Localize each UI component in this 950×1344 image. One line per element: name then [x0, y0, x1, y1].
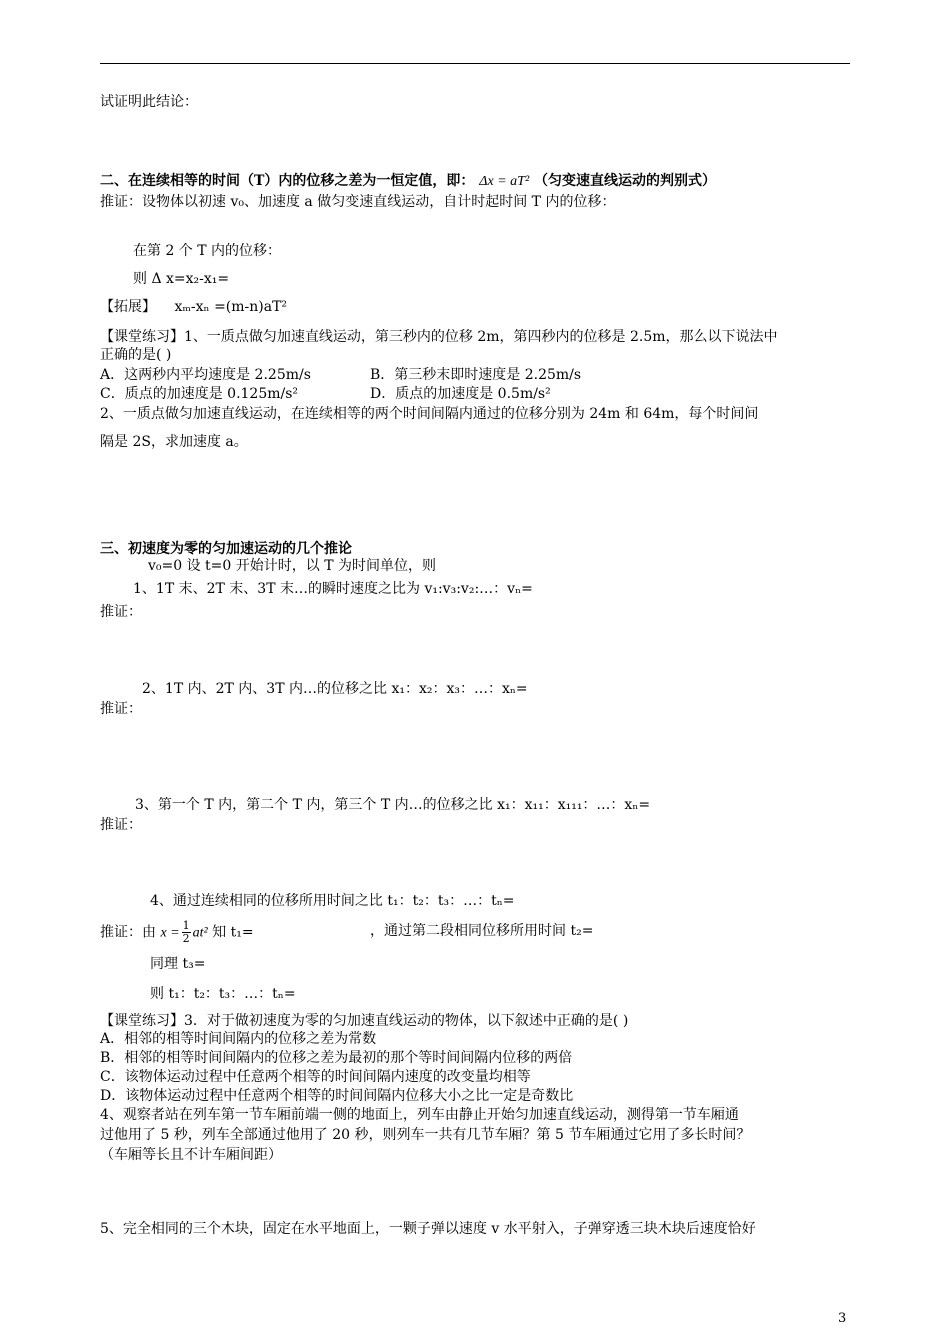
- page-number: 3: [838, 1311, 847, 1326]
- exercise-3-option-d: D．该物体运动过程中任意两个相等的时间间隔内位移大小之比一定是奇数比: [100, 1088, 574, 1104]
- formula-x-lhs: x =: [160, 925, 180, 941]
- inference-1: 1、1T 末、2T 末、3T 末…的瞬时速度之比为 v₁:v₃:v₂:…：vₙ=: [133, 581, 533, 597]
- exercise-1-option-d: D．质点的加速度是 0.5m/s²: [370, 386, 551, 402]
- exercise-3-option-c: C．该物体运动过程中任意两个相等的时间间隔内速度的改变量均相等: [100, 1069, 531, 1085]
- exercise-1-option-b: B．第三秒末即时速度是 2.25m/s: [370, 367, 582, 383]
- exercise-1-question: 【课堂练习】1、一质点做匀加速直线运动，第三秒内的位移 2m，第四秒内的位移是 2.5m，那么以下说法中: [100, 329, 778, 345]
- line-derivation-intro: 推证：设物体以初速 v₀、加速度 a 做匀变速直线运动，自计时起时间 T 内的位移：: [100, 194, 616, 210]
- exercise-4-question-cont: 过他用了 5 秒，列车全部通过他用了 20 秒，则列车一共有几节车厢？第 5 节车厢通过它用了多长时间？: [100, 1127, 751, 1143]
- exercise-4-note: （车厢等长且不计车厢间距）: [100, 1147, 282, 1163]
- exercise-3-question: 【课堂练习】3．对于做初速度为零的匀加速直线运动的物体，以下叙述中正确的是( ): [100, 1013, 629, 1029]
- section-two-heading: 二、在连续相等的时间（T）内的位移之差为一恒定值，即： Δx = aT² （匀变速直线运动的判别式）: [100, 173, 717, 189]
- exercise-3-option-b: B．相邻的相等时间间隔内的位移之差为最初的那个等时间间隔内位移的两倍: [100, 1050, 573, 1066]
- inference-4: 4、通过连续相同的位移所用时间之比 t₁：t₂：t₃：…：tₙ=: [150, 893, 515, 909]
- line-delta-x: 则 Δ x=x₂-x₁=: [133, 271, 230, 287]
- exercise-2-question-cont: 隔是 2S，求加速度 a。: [100, 434, 248, 450]
- exercise-1-question-cont: 正确的是( ): [100, 347, 172, 363]
- exercise-5-question: 5、完全相同的三个木块，固定在水平地面上，一颗子弹以速度 v 水平射入，子弹穿透三块木块后速度恰好: [100, 1221, 756, 1237]
- section-three-heading: 三、初速度为零的匀加速运动的几个推论: [100, 541, 352, 557]
- inference-4-t3: 同理 t₃=: [150, 956, 206, 972]
- line-initial-condition: v₀=0 设 t=0 开始计时，以 T 为时间单位，则: [148, 558, 437, 574]
- exercise-4-question: 4、观察者站在列车第一节车厢前端一侧的地面上，列车由静止开始匀加速直线运动，测得第一节车厢通: [100, 1107, 739, 1123]
- formula-delta-x: Δx = aT²: [479, 174, 530, 189]
- exercise-1-option-c: C．质点的加速度是 0.125m/s²: [100, 386, 299, 402]
- inference-1-proof: 推证：: [100, 604, 142, 620]
- line-second-t-displacement: 在第 2 个 T 内的位移：: [133, 243, 282, 259]
- line-extension: 【拓展】 xₘ-xₙ =(m-n)aT²: [100, 299, 288, 315]
- line-prove-conclusion: 试证明此结论：: [100, 94, 198, 110]
- inference-3: 3、第一个 T 内，第二个 T 内，第三个 T 内…的位移之比 x₁：x₁₁：x₁₁₁：…：xₙ=: [135, 797, 651, 813]
- inference-4-proof: 推证：由 x = $\frac{1}{2}$ at² 知 t₁=: [100, 919, 254, 945]
- inference-2-proof: 推证：: [100, 701, 142, 717]
- formula-fraction-half: $\frac{1}{2}$: [182, 919, 190, 945]
- exercise-3-option-a: A．相邻的相等时间间隔内的位移之差为常数: [100, 1031, 377, 1047]
- inference-4-proof-second-segment: ，通过第二段相同位移所用时间 t₂=: [370, 923, 594, 939]
- formula-x-rhs: at²: [192, 925, 208, 941]
- inference-2: 2、1T 内、2T 内、3T 内…的位移之比 x₁：x₂：x₃：…：xₙ=: [142, 681, 528, 697]
- header-rule: [100, 63, 850, 64]
- exercise-2-question: 2、一质点做匀加速直线运动，在连续相等的两个时间间隔内通过的位移分别为 24m 和 64m，每个时间间: [100, 406, 759, 422]
- inference-3-proof: 推证：: [100, 817, 142, 833]
- inference-4-ratio: 则 t₁：t₂：t₃：…：tₙ=: [150, 986, 296, 1002]
- exercise-1-option-a: A．这两秒内平均速度是 2.25m/s: [100, 367, 311, 383]
